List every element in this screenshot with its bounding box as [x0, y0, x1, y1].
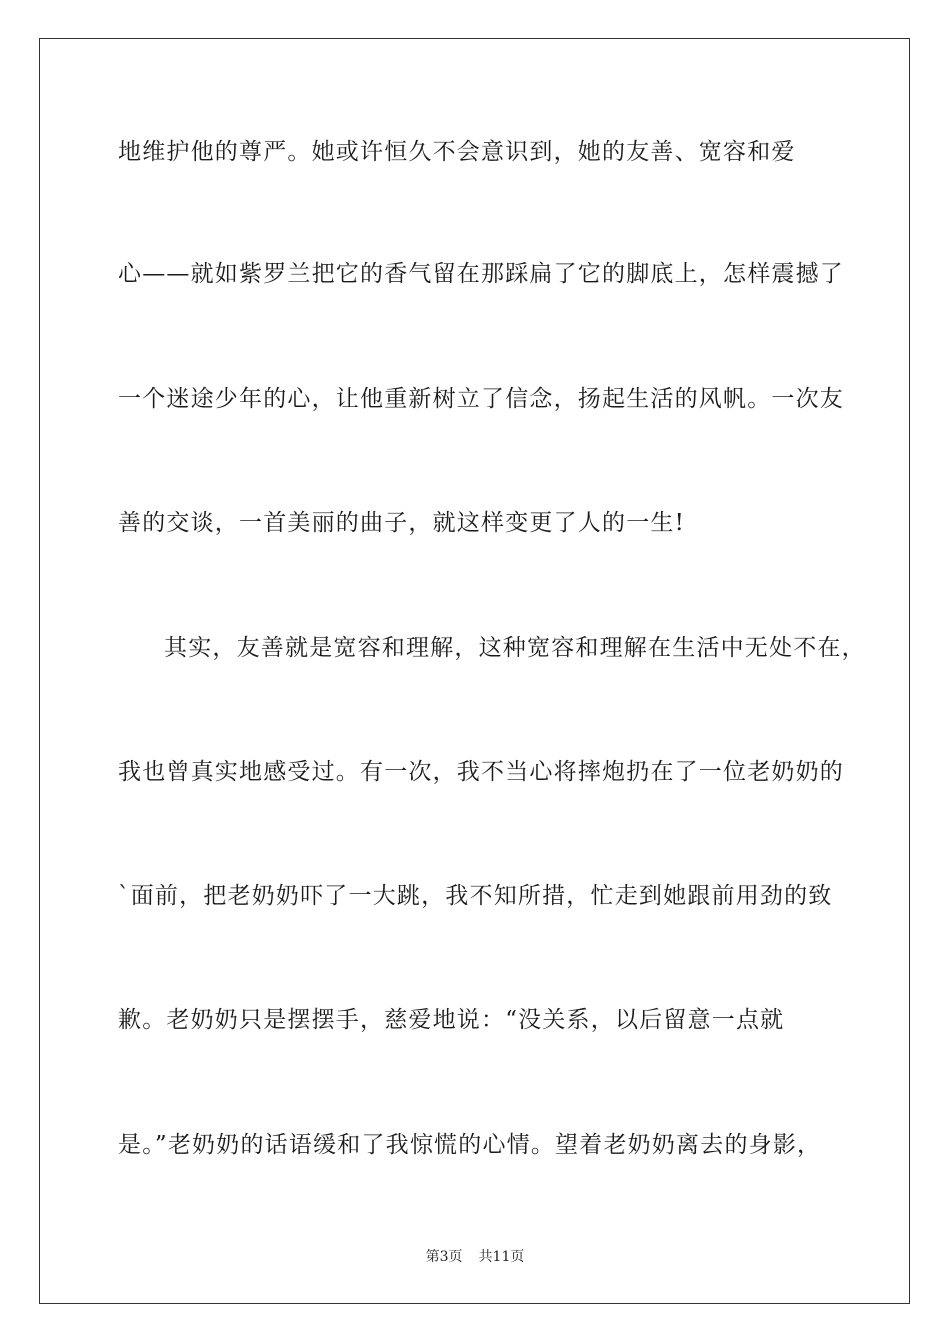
text-line-6: 我也曾真实地感受过。有一次，我不当心将摔炮扔在了一位老奶奶的: [118, 759, 844, 785]
text-line-9: 是。”老奶奶的话语缓和了我惊慌的心情。望着老奶奶离去的身影，: [118, 1132, 822, 1158]
page-footer: [0, 1248, 950, 1266]
page-border: [39, 38, 910, 1304]
text-line-7: `面前，把老奶奶吓了一大跳，我不知所措，忙走到她跟前用劲的致: [118, 883, 833, 909]
text-line-4: 善的交谈，一首美丽的曲子，就这样变更了人的一生!: [118, 510, 686, 536]
text-line-1: 地维护他的尊严。她或许恒久不会意识到，她的友善、宽容和爱: [118, 139, 796, 165]
page-number: 第3页: [425, 1249, 463, 1265]
text-line-8: 歉。老奶奶只是摆摆手，慈爱地说：“没关系，以后留意一点就: [118, 1007, 785, 1033]
total-pages: 共11页: [478, 1249, 525, 1265]
text-line-3: 一个迷途少年的心，让他重新树立了信念，扬起生活的风帆。一次友: [118, 386, 844, 412]
text-line-2: 心——就如紫罗兰把它的香气留在那踩扁了它的脚底上，怎样震撼了: [118, 261, 844, 287]
text-line-5: 其实，友善就是宽容和理解，这种宽容和理解在生活中无处不在，: [164, 635, 866, 661]
